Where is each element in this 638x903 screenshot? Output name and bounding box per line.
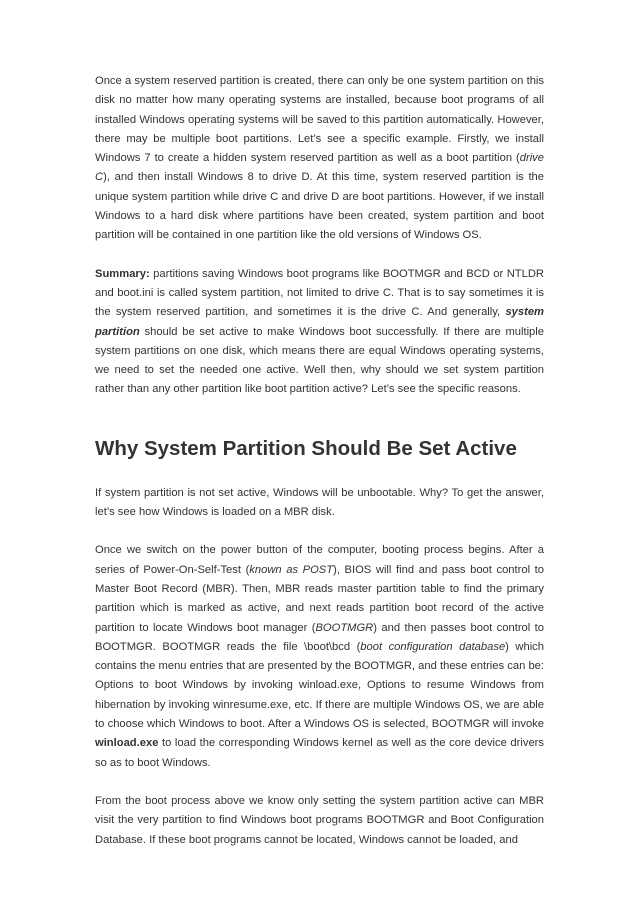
text-run: ), and then install Windows 8 to drive D. At this time, system reserved partition is the unique system partition while drive C and drive D are boot partitions. However, if we install Windows to a hard disk where partitions have been created, system partition and boot partition will be contained in one partition like the old versions of Windows OS. [95,171,544,242]
italic-post: known as POST [249,563,334,576]
bold-italic-system-partition: system partition [95,306,544,338]
text-run: Once a system reserved partition is created, there can only be one system partition on this disk no matter how many operating systems are installed, because boot programs of all installed Windows operating systems will be saved to this partition automatically. However, there may be multiple boot partitions. Let’s see a specific example. Firstly, we install Windows 7 to create a hidden system reserved partition as well as a boot partition ( [95,75,544,165]
italic-bootmgr: BOOTMGR [315,621,374,634]
bold-winload: winload.exe [95,737,159,750]
text-run: should be set active to make Windows boot successfully. If there are multiple system partitions on one disk, which means there are equal Windows operating systems, we need to set the needed one active. Well then, why should we set system partition rather than any other partition like boot partition active? Let’s see the specific reasons. [95,325,544,396]
text-run: ) and then passes boot control to BOOTMGR. BOOTMGR reads the file \boot\bcd ( [95,621,544,653]
text-run: Once we switch on the power button of the computer, booting process begins. After a series of Power-On-Self-Test ( [95,544,544,576]
italic-drive-c: drive C [95,152,544,184]
text-run: to load the corresponding Windows kernel as well as the core device drivers so as to boot Windows. [95,737,544,769]
paragraph-unbootable: If system partition is not set active, Windows will be unbootable. Why? To get the answer, let’s see how Windows is loaded on a MBR disk. [95,486,544,519]
paragraph-conclusion: From the boot process above we know only setting the system partition active can MBR visit the very partition to find Windows boot programs BOOTMGR and Boot Configuration Database. If these boot programs cannot be located, Windows cannot be loaded, and [95,794,544,846]
text-run: ) which contains the menu entries that are presented by the BOOTMGR, and these entries can be: Options to boot Windows by invoking winload.exe, Options to resume Windows from hibernation by invoking winresume.exe, etc. If there are multiple Windows OS, we are able to choose which Windows to boot. After a Windows OS is selected, BOOTMGR will invoke [95,640,544,731]
italic-bcd: boot configuration database [360,640,506,653]
paragraph-system-reserved-partition [95,72,544,246]
paragraph-summary [95,265,544,400]
text-run: ), BIOS will find and pass boot control to Master Boot Record (MBR). Then, MBR reads master partition table to find the primary partition which is marked as active, and next reads partition boot record of the active partition to locate Windows boot manager ( [95,563,544,634]
paragraph-boot-process [95,541,544,773]
text-run: partitions saving Windows boot programs like BOOTMGR and BCD or NTLDR and boot.ini is called system partition, not limited to drive C. That is to say sometimes it is the system reserved partition, and sometimes it is the drive C. And generally, [95,267,544,319]
section-heading: Why System Partition Should Be Set Active [95,436,517,460]
summary-label: Summary: [95,267,150,280]
